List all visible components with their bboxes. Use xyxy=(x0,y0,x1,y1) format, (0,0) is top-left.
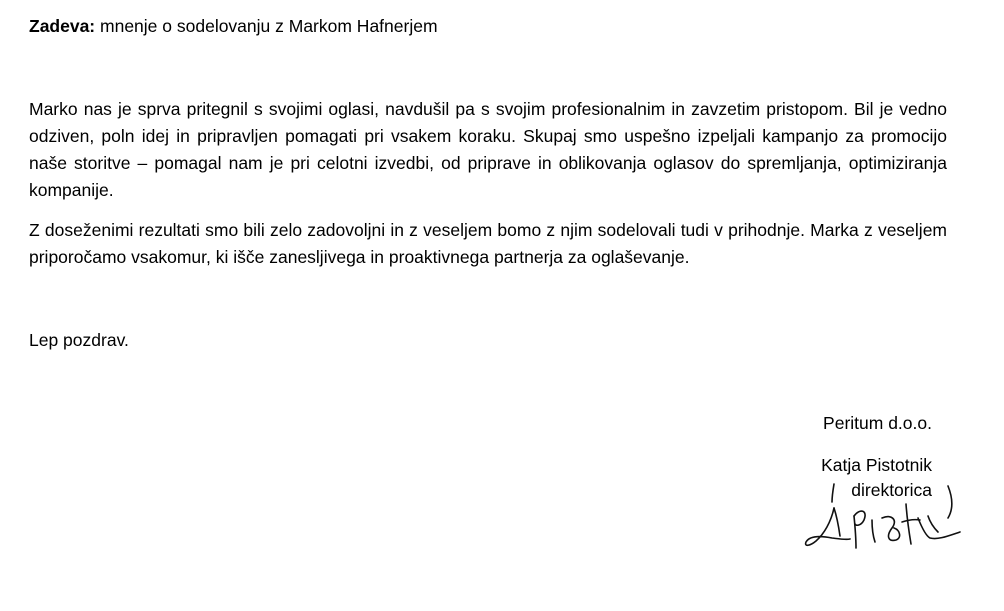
subject-label: Zadeva: xyxy=(29,16,96,36)
subject-text: mnenje o sodelovanju z Markom Hafnerjem xyxy=(100,16,438,36)
signer-name: Katja Pistotnik xyxy=(821,455,932,475)
company-name: Peritum d.o.o. xyxy=(823,413,932,433)
signer-role: direktorica xyxy=(851,480,932,500)
subject-line xyxy=(29,14,438,38)
body-paragraph-2: Z doseženimi rezultati smo bili zelo zadovoljni in z veseljem bomo z njim sodelovali tudi v prihodnje. Marka z veseljem priporočamo vsakomur, ki išče zanesljivega in proaktivnega partnerja za oglaševanje. xyxy=(29,220,947,267)
closing-greeting: Lep pozdrav. xyxy=(29,330,129,350)
body-paragraph-1: Marko nas je sprva pritegnil s svojimi oglasi, navdušil pa s svojim profesionalnim in zavzetim pristopom. Bil je vedno odziven, poln idej in pripravljen pomagati pri vsakem koraku. Skupaj smo uspešno izpeljali kampanjo za promocijo naše storitve – pomagal nam je pri celotni izvedbi, od priprave in oblikovanja oglasov do spremljanja, optimiziranja kompanije. xyxy=(29,99,947,200)
handwritten-signature-icon xyxy=(798,478,968,556)
